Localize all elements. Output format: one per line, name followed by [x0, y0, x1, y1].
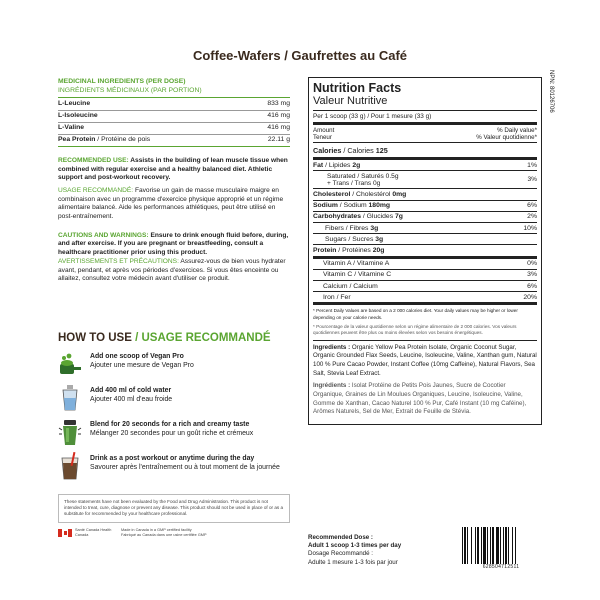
nutrition-title: Nutrition Facts	[313, 81, 402, 95]
fibres-dv: 10%	[523, 224, 537, 232]
medicinal-amount: 416 mg	[267, 111, 290, 119]
vitamin-row	[313, 292, 537, 305]
serving-size: Per 1 scoop (33 g) / Pour 1 mesure (33 g)	[313, 111, 537, 125]
vitamin-dv: 6%	[527, 282, 537, 290]
trans-value: 0g	[373, 179, 381, 187]
dv-footnote	[313, 305, 537, 336]
fibres-fr: / Fibres	[343, 224, 369, 232]
step-text-en: Add one scoop of Vegan Pro	[90, 353, 184, 360]
protein-value: 20g	[372, 246, 385, 254]
step-text-fr: Ajouter une mesure de Vegan Pro	[90, 362, 194, 370]
steps-list	[58, 350, 290, 486]
trans-label: + Trans / Trans	[327, 179, 372, 187]
how-to-use-heading	[58, 332, 271, 344]
footnote-fr: * Pourcentage de la valeur quotidienne selon un régime alimentaire de 2 000 calories. Vos valeurs quotidiennes peuvent être plus ou moins élevées selon vos besoins énergétiques.	[313, 323, 517, 336]
barcode	[462, 527, 540, 574]
fat-value: 2g	[352, 161, 361, 169]
medicinal-amount: 833 mg	[267, 99, 290, 107]
step-text-fr: Ajouter 400 ml d'eau froide	[90, 396, 173, 404]
protein-row	[313, 245, 537, 258]
recommended-use-label-en: RECOMMENDED USE:	[58, 156, 129, 164]
made-in-canada: Made in Canada in a GMP certified facility Fabriqué au Canada dans une usine certifiée GMP	[121, 528, 207, 537]
sugars-label: Sugars	[325, 235, 347, 243]
npn-number	[546, 72, 556, 192]
vitamin-fr: / Vitamine C	[352, 271, 392, 279]
dv-en: % Daily value*	[497, 127, 537, 135]
carbs-dv: 2%	[527, 213, 537, 221]
protein-label: Protein	[313, 246, 337, 254]
recommended-use-label-fr: USAGE RECOMMANDÉ:	[58, 186, 134, 194]
sodium-value: 180mg	[368, 202, 391, 210]
cautions-text-fr: Assurez-vous de bien vous hydrater avant, pendant, et après vos périodes d'exercices. Si vous êtes enceinte ou allaitez, consultez votre médecin avant d'utiliser ce produit.	[58, 257, 286, 283]
ingredients-text-fr: Isolat Protéine de Petits Pois Jaunes, Sucre de Cocotier Organique, Graines de Lin Moulues Organiques, Leucine, Isoleucine, Valine, Gomme de Xanthan, Cacao Naturel 100 % Pur, Café Instant (10 mg Caféine), Arômes Naturels, Sel de Mer, Extrait de Feuille de Stévia.	[313, 382, 527, 416]
dv-fr: % Valeur quotidienne*	[476, 134, 537, 142]
how-to-use-heading-fr: USAGE RECOMMANDÉ	[141, 332, 271, 344]
calories-row	[313, 143, 537, 160]
carbs-value: 7g	[394, 213, 403, 221]
amount-header	[313, 125, 537, 143]
recommended-use-text-fr: Favorise un gain de masse musculaire maigre en combinaison avec un programme d'exercice physique approprié et un régime alimentaire balancé. Aide les performances athlétiques, peut être utilisé en post-entraînement.	[58, 186, 284, 221]
left-column	[58, 78, 290, 284]
cholesterol-label: Cholesterol	[313, 191, 351, 198]
saturated-value: 0.5g	[385, 172, 399, 180]
step-item	[58, 384, 290, 418]
how-to-use-heading-en: HOW TO USE	[58, 332, 132, 344]
fat-label: Fat	[313, 161, 324, 169]
carbs-fr: / Glucides	[360, 213, 394, 221]
medicinal-name: L-Valine	[58, 123, 85, 131]
dose-value-fr: Adulte 1 mesure 1-3 fois par jour	[308, 558, 398, 566]
medicinal-amount: 22.11 g	[267, 135, 290, 143]
medicinal-row	[58, 123, 290, 135]
cholesterol-row	[313, 189, 537, 200]
amount-fr: Teneur	[313, 134, 332, 142]
sugars-fr: / Sucres	[346, 235, 374, 243]
carbs-row	[313, 212, 537, 223]
certifications	[58, 528, 290, 538]
step-text-en: Add 400 ml of cold water	[90, 387, 172, 394]
calories-fr: / Calories	[341, 145, 374, 155]
medicinal-extra: / Protéine de pois	[95, 135, 151, 143]
saturated-label: Saturated / Saturés	[327, 172, 384, 180]
npn-text: NPN: 80126706	[548, 70, 554, 113]
sodium-dv: 6%	[527, 202, 537, 210]
cautions	[58, 232, 290, 284]
cautions-text-en: Ensure to drink enough fluid before, during, and after exercise. If you are pregnant or breastfeeding, consult a healthcare practitioner prior using this product.	[58, 231, 289, 257]
medicinal-heading-en: MEDICINAL INGREDIENTS (PER DOSE)	[58, 78, 186, 85]
recommended-use	[58, 157, 290, 222]
scoop-icon	[58, 350, 82, 378]
recommended-use-text-en: Assists in the building of lean muscle tissue when combined with regular exercise and a healthy balanced diet. Athletic support and post-workout recovery.	[58, 156, 288, 182]
water-icon	[58, 384, 82, 412]
step-text-fr: Mélanger 20 secondes pour un goût riche et crémeux	[90, 430, 254, 438]
step-text-fr: Savourer après l'entraînement ou à tout moment de la journée	[90, 464, 280, 472]
cautions-label-en: CAUTIONS AND WARNINGS:	[58, 231, 149, 239]
fat-row	[313, 160, 537, 171]
shaker-icon	[58, 418, 82, 446]
cholesterol-value: 0mg	[392, 191, 407, 198]
barcode-number: 628504712511	[482, 564, 520, 570]
saturated-trans-row	[313, 171, 537, 189]
step-text-en: Blend for 20 seconds for a rich and creamy taste	[90, 421, 250, 428]
calories-label: Calories	[313, 145, 342, 155]
vitamin-dv: 0%	[527, 260, 537, 268]
recommended-dose	[308, 534, 438, 567]
sat-trans-dv: 3%	[527, 176, 537, 184]
dose-heading-fr: Dosage Recommandé :	[308, 550, 374, 558]
medicinal-name: L-Leucine	[58, 99, 91, 107]
medicinal-name: Pea Protein	[58, 135, 96, 143]
fibres-row	[313, 223, 537, 234]
medicinal-name: L-Isoleucine	[58, 111, 98, 119]
medicinal-row	[58, 99, 290, 111]
ingredients-list	[313, 340, 537, 417]
product-title: Coffee-Wafers / Gaufrettes au Café	[192, 48, 408, 63]
vitamin-fr: / Vitamine A	[351, 260, 390, 268]
vitamin-row	[313, 281, 537, 292]
vitamin-label: Vitamin C	[323, 271, 353, 279]
barcode-icon	[462, 527, 540, 564]
sodium-label: Sodium	[313, 202, 338, 210]
vitamin-row	[313, 270, 537, 281]
fibres-value: 3g	[370, 224, 379, 232]
health-canada-label: Santé Canada Health Canada	[75, 528, 112, 537]
step-item	[58, 452, 290, 486]
vitamin-label: Iron	[323, 293, 335, 301]
protein-fr: / Protéines	[336, 246, 371, 254]
dose-value-en: Adult 1 scoop 1-3 times per day	[308, 542, 402, 550]
footnote-en: * Percent Daily Values are based on a 2 000 calories diet. Your daily values may be higher or lower depending on your calorie needs.	[313, 308, 518, 320]
fat-fr: / Lipides	[323, 161, 351, 169]
carbs-label: Carbohydrates	[313, 213, 361, 221]
ingredients-text-en: Organic Yellow Pea Protein Isolate, Organic Coconut Sugar, Organic Grounded Flax Seeds, Leucine, Isoleucine, Valine, Xanthan gum, Natural 100 % Pure Cacao Powder, Instant Coffee (10mg Caffeine), Natural Flavors, Sea Salt, Stevia Leaf Extract.	[313, 343, 537, 377]
how-to-use-heading-sep: /	[131, 332, 142, 344]
medicinal-heading-fr: INGRÉDIENTS MÉDICINAUX (PAR PORTION)	[58, 87, 290, 98]
step-item	[58, 350, 290, 384]
fda-disclaimer: These statements have not been evaluated by the Food and Drug Administration. This product is not intended to treat, cure, diagnose or prevent any disease. This product should not be used in place of or as a substitute for recommended by your healthcare professional.	[58, 494, 290, 523]
vitamin-row	[313, 259, 537, 270]
medicinal-row	[58, 111, 290, 123]
vitamin-fr: / Fer	[334, 293, 351, 301]
cautions-label-fr: AVERTISSEMENTS ET PRÉCAUTIONS:	[58, 257, 179, 265]
fat-dv: 1%	[527, 161, 537, 169]
nutrition-facts-panel	[308, 77, 542, 425]
medicinal-amount: 416 mg	[267, 123, 290, 131]
sodium-fr: / Sodium	[337, 202, 367, 210]
vitamin-label: Calcium	[323, 282, 348, 290]
vitamin-fr: / Calcium	[347, 282, 378, 290]
step-item	[58, 418, 290, 452]
sugars-row	[313, 234, 537, 245]
canada-flag-icon	[58, 529, 72, 537]
ingredients-label-en: Ingredients :	[313, 343, 351, 351]
vitamin-label: Vitamin A	[323, 260, 352, 268]
medicinal-row	[58, 135, 290, 147]
amount-en: Amount	[313, 127, 335, 135]
cholesterol-fr: / Cholestérol	[350, 191, 391, 198]
fibres-label: Fibers	[325, 224, 344, 232]
nutrition-subtitle: Valeur Nutritive	[313, 95, 537, 111]
calories-value: 125	[375, 145, 388, 155]
sodium-row	[313, 201, 537, 212]
dose-heading-en: Recommended Dose :	[308, 534, 373, 541]
drink-icon	[58, 452, 82, 480]
step-text-en: Drink as a post workout or anytime during the day	[90, 455, 255, 462]
ingredients-label-fr: Ingrédients :	[313, 382, 351, 390]
vitamin-dv: 20%	[523, 293, 537, 301]
vitamin-dv: 3%	[527, 271, 537, 279]
sugars-value: 3g	[375, 235, 384, 243]
